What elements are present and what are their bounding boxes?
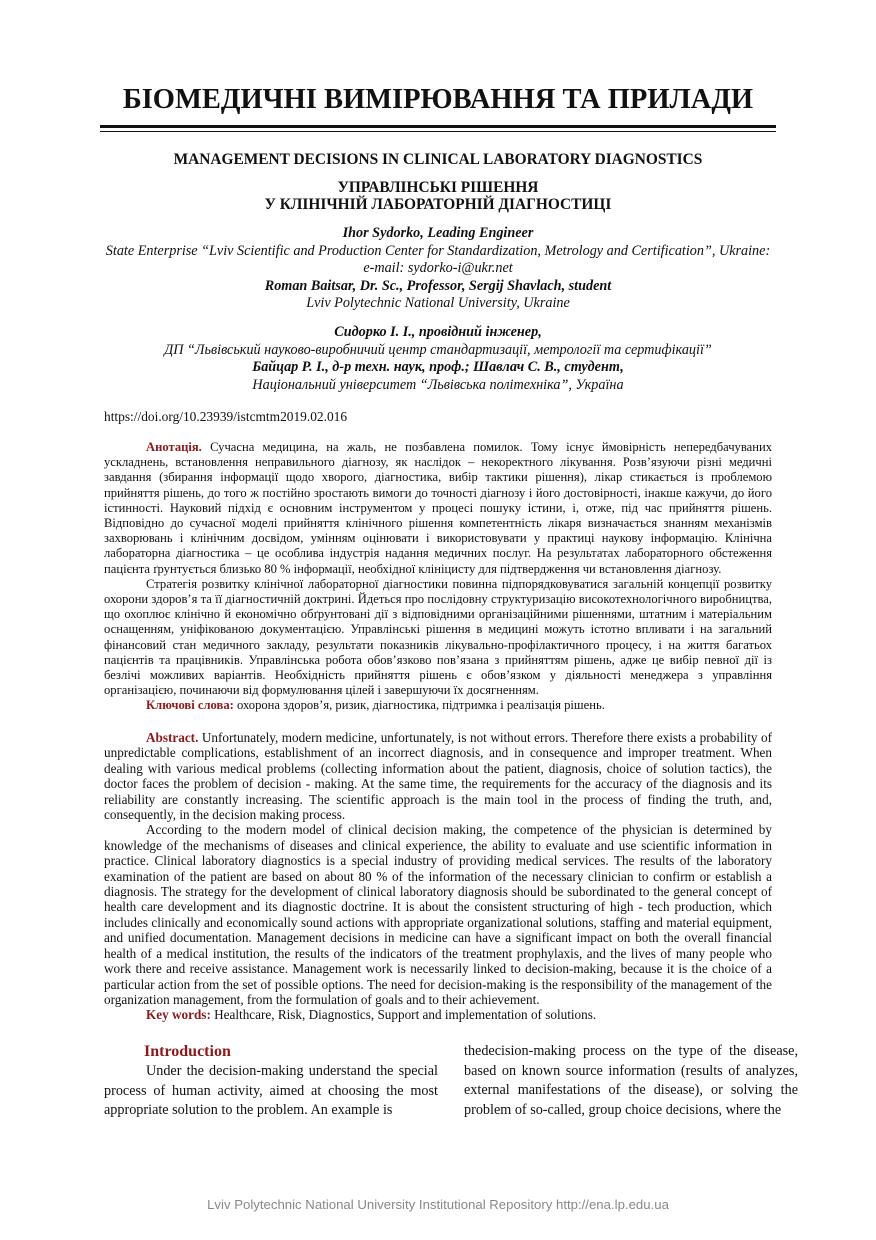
keywords-label-en: Key words: xyxy=(146,1007,211,1023)
article-title-ua xyxy=(100,179,776,213)
journal-running-head: БІОМЕДИЧНІ ВИМІРЮВАННЯ ТА ПРИЛАДИ xyxy=(122,84,754,115)
authors-ua xyxy=(100,324,776,394)
author-line-1-ua: Сидорко І. І., провідний інженер, xyxy=(334,324,542,340)
affiliation-1-en: State Enterprise “Lviv Scientific and Production Center for Standardization, Metrology and Certification”, Ukraine: xyxy=(105,242,771,259)
introduction-right-text: thedecision-making process on the type of the disease, based on known source information (results of analyzes, external manifestations of the disease), or solving the problem of so-called, group choice decisions, where the xyxy=(464,1043,798,1118)
authors-en xyxy=(100,225,776,313)
author-email[interactable]: e-mail: sydorko-i@ukr.net xyxy=(363,260,513,277)
author-line-2-ua: Байцар Р. І., д-р техн. наук, проф.; Шавлач С. В., студент, xyxy=(252,359,624,376)
affiliation-1-ua: ДП “Львівський науково-виробничий центр стандартизації, метрології та сертифікації” xyxy=(164,341,712,358)
header-rule-thin xyxy=(100,131,776,132)
affiliation-2-ua: Національний університет “Львівська політехніка”, Україна xyxy=(252,376,624,393)
abstract-label: Abstract. xyxy=(146,730,199,745)
annotation-label: Анотація. xyxy=(146,440,202,454)
keywords-ua: охорона здоров’я, ризик, діагностика, підтримка і реалізація рішень. xyxy=(236,698,605,713)
annotation-paragraph-1: Сучасна медицина, на жаль, не позбавлена помилок. Тому існує ймовірність непередбачуваних ускладнень, встановлення неправильного діагнозу, як наслідок – некоректного лікування. Розв’язуючи різні медичні завдання (збирання інформації щодо хворого, діагностика, вибір тактики рішення), лікар стикається із проблемою прийняття рішень, до того ж постійно зростають вимоги до точності діагнозу і його достовірності, інакше кажучи, до його істинності. Науковий підхід є основним інструментом у процесі пошуку істини, і, отже, під час прийняття рішень. Відповідно до сучасної моделі прийняття клінічного рішення компетентність лікаря визначається знанням механізмів захворювань і клінічним досвідом, умінням оцінювати і використовувати у практиці наукову інформацію. Клінічна лабораторна діагностика – це особлива індустрія надання медичних послуг. На результатах лабораторного обстеження пацієнта ґрунтується близько 80 % інформації, необхідної клініцисту для підтвердження чи встановлення діагнозу. xyxy=(104,440,772,576)
article-title-ua-line1: УПРАВЛІНСЬКІ РІШЕННЯ xyxy=(337,179,539,196)
abstract-paragraph-1: Unfortunately, modern medicine, unfortunately, is not without errors. Therefore there exists a probability of unpredictable complications, establishment of an incorrect diagnosis, and in consequence and improper treatment. When dealing with various medical problems (collecting information about the patient, diagnosis, choice of solution tactics), the doctor faces the problem of decision - making. At the same time, the requirements for the accuracy of the diagnosis and its reliability are constantly increasing. The scientific approach is the main tool in the process of finding the truth, and, consequently, in the decision making process. xyxy=(104,730,772,823)
author-line-2-en: Roman Baitsar, Dr. Sc., Professor, Sergij Shavlach, student xyxy=(264,277,612,294)
annotation-paragraph-2: Стратегія розвитку клінічної лабораторної діагностики повинна підпорядковуватися загальній концепції розвитку охорони здоров’я та її діагностичній доктрині. Йдеться про послідовну структуризацію високотехнологічного виробництва, що охоплює клінічно й економічно обґрунтовані дії з відповідними організаційними рішеннями, штатним і матеріальним оснащенням, уніфікованою документацією. Управлінські рішення в медицині можуть істотно впливати і на загальний фінансовий стан медичного закладу, результати показників лікувально-профілактичного процесу, і на життя багатьох пацієнтів та працівників. Управлінська робота обов’язково пов’язана з прийняттям рішень, адже це вибір певної дії із безлічі можливих варіантів. Необхідність прийняття рішень є обов’язком у діяльності менеджера з управління організацією, починаючи від формулювання цілей і завершуючи їх досягненням. xyxy=(104,576,772,698)
repository-footer: Lviv Polytechnic National University Institutional Repository http://ena.lp.edu.ua xyxy=(207,1197,669,1212)
header-rule-thick xyxy=(100,125,776,128)
article-title-en: MANAGEMENT DECISIONS IN CLINICAL LABORATORY DIAGNOSTICS xyxy=(173,151,703,168)
abstract-en xyxy=(104,730,772,1023)
doi-link[interactable]: https://doi.org/10.23939/istcmtm2019.02.016 xyxy=(104,409,348,424)
introduction-right-column xyxy=(464,1042,798,1120)
annotation-ua xyxy=(104,440,772,714)
keywords-label-ua: Ключові слова: xyxy=(146,698,234,713)
introduction-heading: Introduction xyxy=(144,1043,231,1060)
article-title-ua-line2: У КЛІНІЧНІЙ ЛАБОРАТОРНІЙ ДІАГНОСТИЦІ xyxy=(264,196,612,213)
keywords-en: Healthcare, Risk, Diagnostics, Support and implementation of solutions. xyxy=(214,1007,597,1023)
abstract-paragraph-2: According to the modern model of clinical decision making, the competence of the physician is determined by knowledge of the mechanisms of diseases and clinical experience, the ability to evaluate and use scientific information in practice. Clinical laboratory diagnostics is a special industry of providing medical services. The results of the laboratory examination of the patient are based on about 80 % of the information of the necessary clinician to confirm or establish a diagnosis. The strategy for the development of clinical laboratory diagnosis should be subordinated to the general concept of health care development and its diagnostic doctrine. It is about the consistent structuring of high - tech production, which includes clinically and economically sound actions with appropriate organizational solutions, staffing and material equipment, and unified documentation. Management decisions in medicine can have a significant impact on both the overall financial health of a medical institution, the results of the indicators of the treatment prophylaxis, and the lives of many people who work there and receive assistance. Management work is necessarily linked to decision-making, because it is the choice of a particular action from the set of possible options. The need for decision-making is the responsibility of the management of the organization management, from the formulation of goals and to their achievement. xyxy=(104,822,772,1007)
affiliation-2-en: Lviv Polytechnic National University, Ukraine xyxy=(306,295,570,312)
introduction-left-text: Under the decision-making understand the special process of human activity, aimed at choosing the most appropriate solution to the problem. An example is xyxy=(104,1063,438,1118)
author-line-1-en: Ihor Sydorko, Leading Engineer xyxy=(342,225,534,241)
introduction-left-column xyxy=(104,1062,438,1121)
